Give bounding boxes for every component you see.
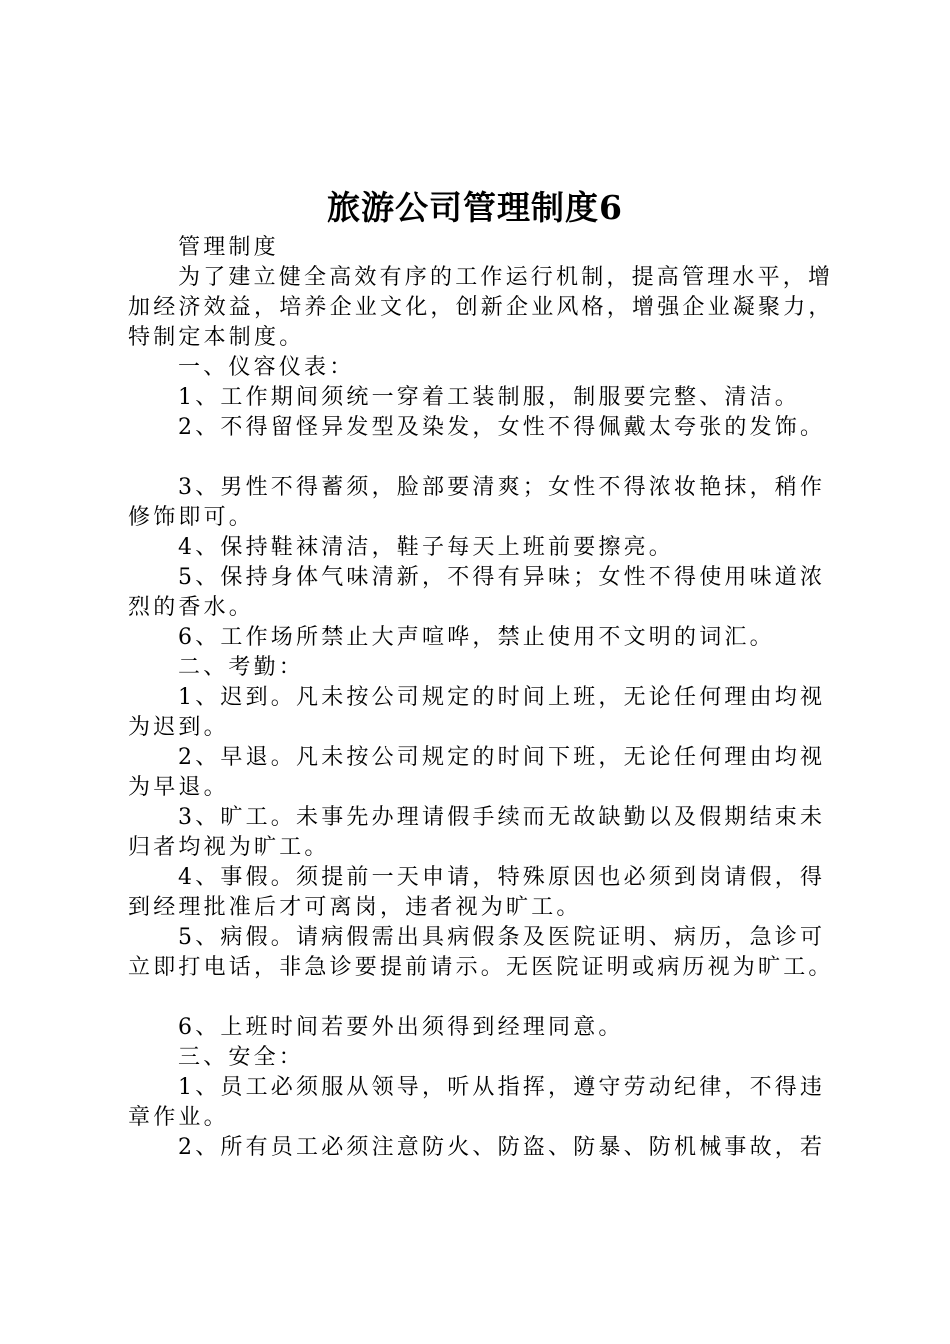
section-heading-safety: 三、安全： — [178, 1045, 305, 1070]
paragraph-item: 5、病假。请病假需出具病假条及医院证明、病历，急诊可立即打电话，非急诊要提前请示。无医院证明或病历视为旷工。 — [128, 925, 834, 980]
paragraph-item: 3、男性不得蓄须，脸部要清爽；女性不得浓妆艳抹，稍作修饰即可。 — [128, 475, 826, 530]
paragraph-item: 4、事假。须提前一天申请，特殊原因也必须到岗请假，得到经理批准后才可离岗，违者视为旷工。 — [128, 865, 826, 920]
paragraph-item: 2、不得留怪异发型及染发，女性不得佩戴太夸张的发饰。 — [178, 415, 826, 440]
paragraph-item: 4、保持鞋袜清洁，鞋子每天上班前要擦亮。 — [178, 535, 674, 560]
section-heading-appearance: 一、仪容仪表： — [178, 355, 355, 380]
paragraph-item: 2、所有员工必须注意防火、防盗、防暴、防机械事故，若 — [178, 1135, 826, 1160]
paragraph-intro: 为了建立健全高效有序的工作运行机制，提高管理水平，增加经济效益，培养企业文化，创新企业风格，增强企业凝聚力，特制定本制度。 — [128, 265, 834, 350]
paragraph-item: 1、迟到。凡未按公司规定的时间上班，无论任何理由均视为迟到。 — [128, 685, 826, 740]
paragraph-item: 6、上班时间若要外出须得到经理同意。 — [178, 1015, 624, 1040]
section-heading-attendance: 二、考勤： — [178, 655, 305, 680]
paragraph-item: 2、早退。凡未按公司规定的时间下班，无论任何理由均视为早退。 — [128, 745, 826, 800]
document-body — [128, 233, 840, 1163]
paragraph-item: 6、工作场所禁止大声喧哗，禁止使用不文明的词汇。 — [178, 625, 775, 650]
document-title: 旅游公司管理制度6 — [327, 188, 623, 227]
paragraph-heading: 管理制度 — [178, 235, 279, 260]
paragraph-item: 5、保持身体气味清新，不得有异味；女性不得使用味道浓烈的香水。 — [128, 565, 826, 620]
paragraph-item: 3、旷工。未事先办理请假手续而无故缺勤以及假期结束未归者均视为旷工。 — [128, 805, 826, 860]
paragraph-item: 1、员工必须服从领导，听从指挥，遵守劳动纪律，不得违章作业。 — [128, 1075, 826, 1130]
paragraph-item: 1、工作期间须统一穿着工装制服，制服要完整、清洁。 — [178, 385, 800, 410]
